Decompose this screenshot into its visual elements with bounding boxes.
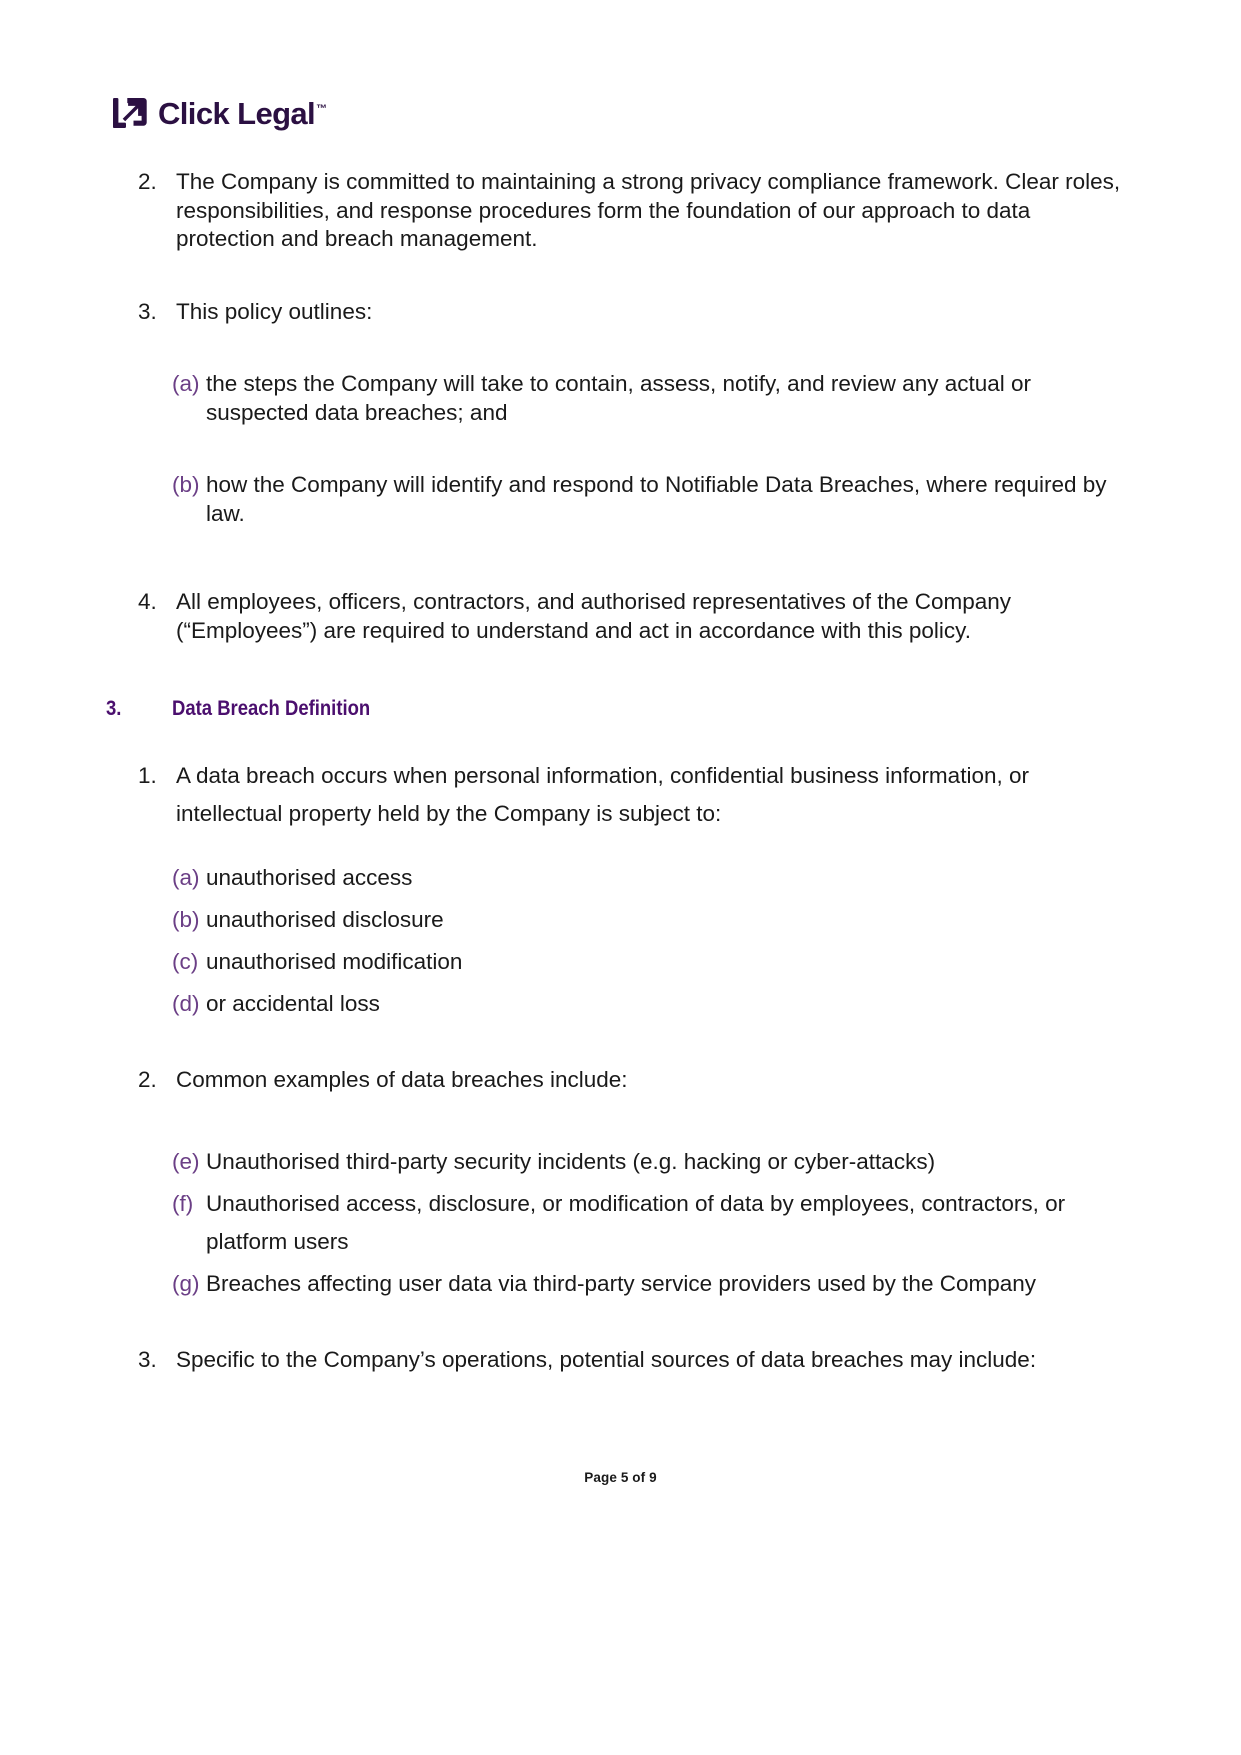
clause-text: Specific to the Company’s operations, potential sources of data breaches may include:: [176, 1347, 1037, 1372]
sub-clause-text: Unauthorised access, disclosure, or modification of data by employees, contractors, or platform users: [206, 1191, 1066, 1254]
clause-item: [0, 757, 1241, 833]
sub-clause-item: [0, 901, 1241, 939]
sub-clause-item: [0, 1143, 1241, 1181]
sub-clause-item: [0, 1185, 1241, 1261]
sub-clause-item: [0, 859, 1241, 897]
clause-item: [0, 588, 1241, 645]
clause-marker: 4.: [138, 589, 157, 614]
clause-marker: 1.: [138, 763, 157, 788]
document-body: [0, 168, 1241, 1405]
brand-name: [158, 95, 328, 131]
sub-clause-item: [0, 471, 1241, 528]
clause-text: A data breach occurs when personal information, confidential business information, or intellectual property held by the Company is subject to:: [176, 763, 1029, 826]
clause-text: All employees, officers, contractors, and authorised representatives of the Company (“Employees”) are required to understand and act in accordance with this policy.: [176, 589, 1012, 643]
section-number: 3.: [106, 697, 122, 720]
page-footer: Page 5 of 9: [584, 1470, 657, 1485]
spacer: [0, 1027, 1241, 1061]
sub-clause-marker: (d): [172, 991, 200, 1016]
spacer: [0, 280, 1241, 298]
spacer: [0, 453, 1241, 471]
sub-clause-item: [0, 1265, 1241, 1303]
sub-clause-item: [0, 943, 1241, 981]
clause-text: This policy outlines:: [176, 298, 373, 324]
sub-clause-marker: (a): [172, 865, 200, 890]
spacer: [0, 1307, 1241, 1341]
sub-clause-marker: (c): [172, 949, 199, 974]
sub-clause-item: [0, 370, 1241, 427]
sub-clause-text: Breaches affecting user data via third-party service providers used by the Company: [206, 1271, 1037, 1296]
sub-clause-marker: (b): [172, 907, 200, 932]
sub-clause-text: unauthorised access: [206, 865, 413, 890]
sub-clause-text: how the Company will identify and respond to Notifiable Data Breaches, where required by law.: [206, 472, 1107, 526]
clause-item: [0, 298, 1241, 327]
sub-clause-text: Unauthorised third-party security incidents (e.g. hacking or cyber-attacks): [206, 1149, 936, 1174]
clause-marker: 2.: [138, 169, 157, 194]
sub-clause-item: [0, 985, 1241, 1023]
clause-item: [0, 168, 1241, 254]
clause-marker: 3.: [138, 298, 157, 324]
clause-item: [0, 1061, 1241, 1099]
sub-clause-marker: (g): [172, 1271, 200, 1296]
sub-clause-text: unauthorised disclosure: [206, 907, 444, 932]
sub-clause-text: unauthorised modification: [206, 949, 463, 974]
external-link-arrow-icon: [113, 96, 147, 130]
clause-marker: 3.: [138, 1347, 157, 1372]
section-heading: [0, 697, 1241, 721]
sub-clause-text: or accidental loss: [206, 991, 380, 1016]
section-title: Data Breach Definition: [172, 697, 371, 720]
sub-clause-marker: (f): [172, 1191, 194, 1216]
spacer: [0, 352, 1241, 370]
brand-logo: [113, 96, 327, 130]
clause-marker: 2.: [138, 1067, 157, 1092]
trademark-symbol: ™: [316, 103, 328, 116]
brand-name-text: Click Legal: [158, 95, 316, 131]
sub-clause-marker: (b): [172, 472, 200, 497]
spacer: [0, 554, 1241, 588]
clause-text: The Company is committed to maintaining a strong privacy compliance framework. Clear roles, responsibilities, and response procedures form the foundation of our approach to data protection and breach management.: [176, 169, 1121, 251]
sub-clause-text: the steps the Company will take to contain, assess, notify, and review any actual or suspected data breaches; and: [206, 371, 1032, 425]
clause-text: Common examples of data breaches include:: [176, 1067, 628, 1092]
sub-clause-marker: (e): [172, 1149, 200, 1174]
sub-clause-marker: (a): [172, 371, 200, 396]
clause-item: [0, 1341, 1241, 1379]
spacer: [0, 1125, 1241, 1143]
